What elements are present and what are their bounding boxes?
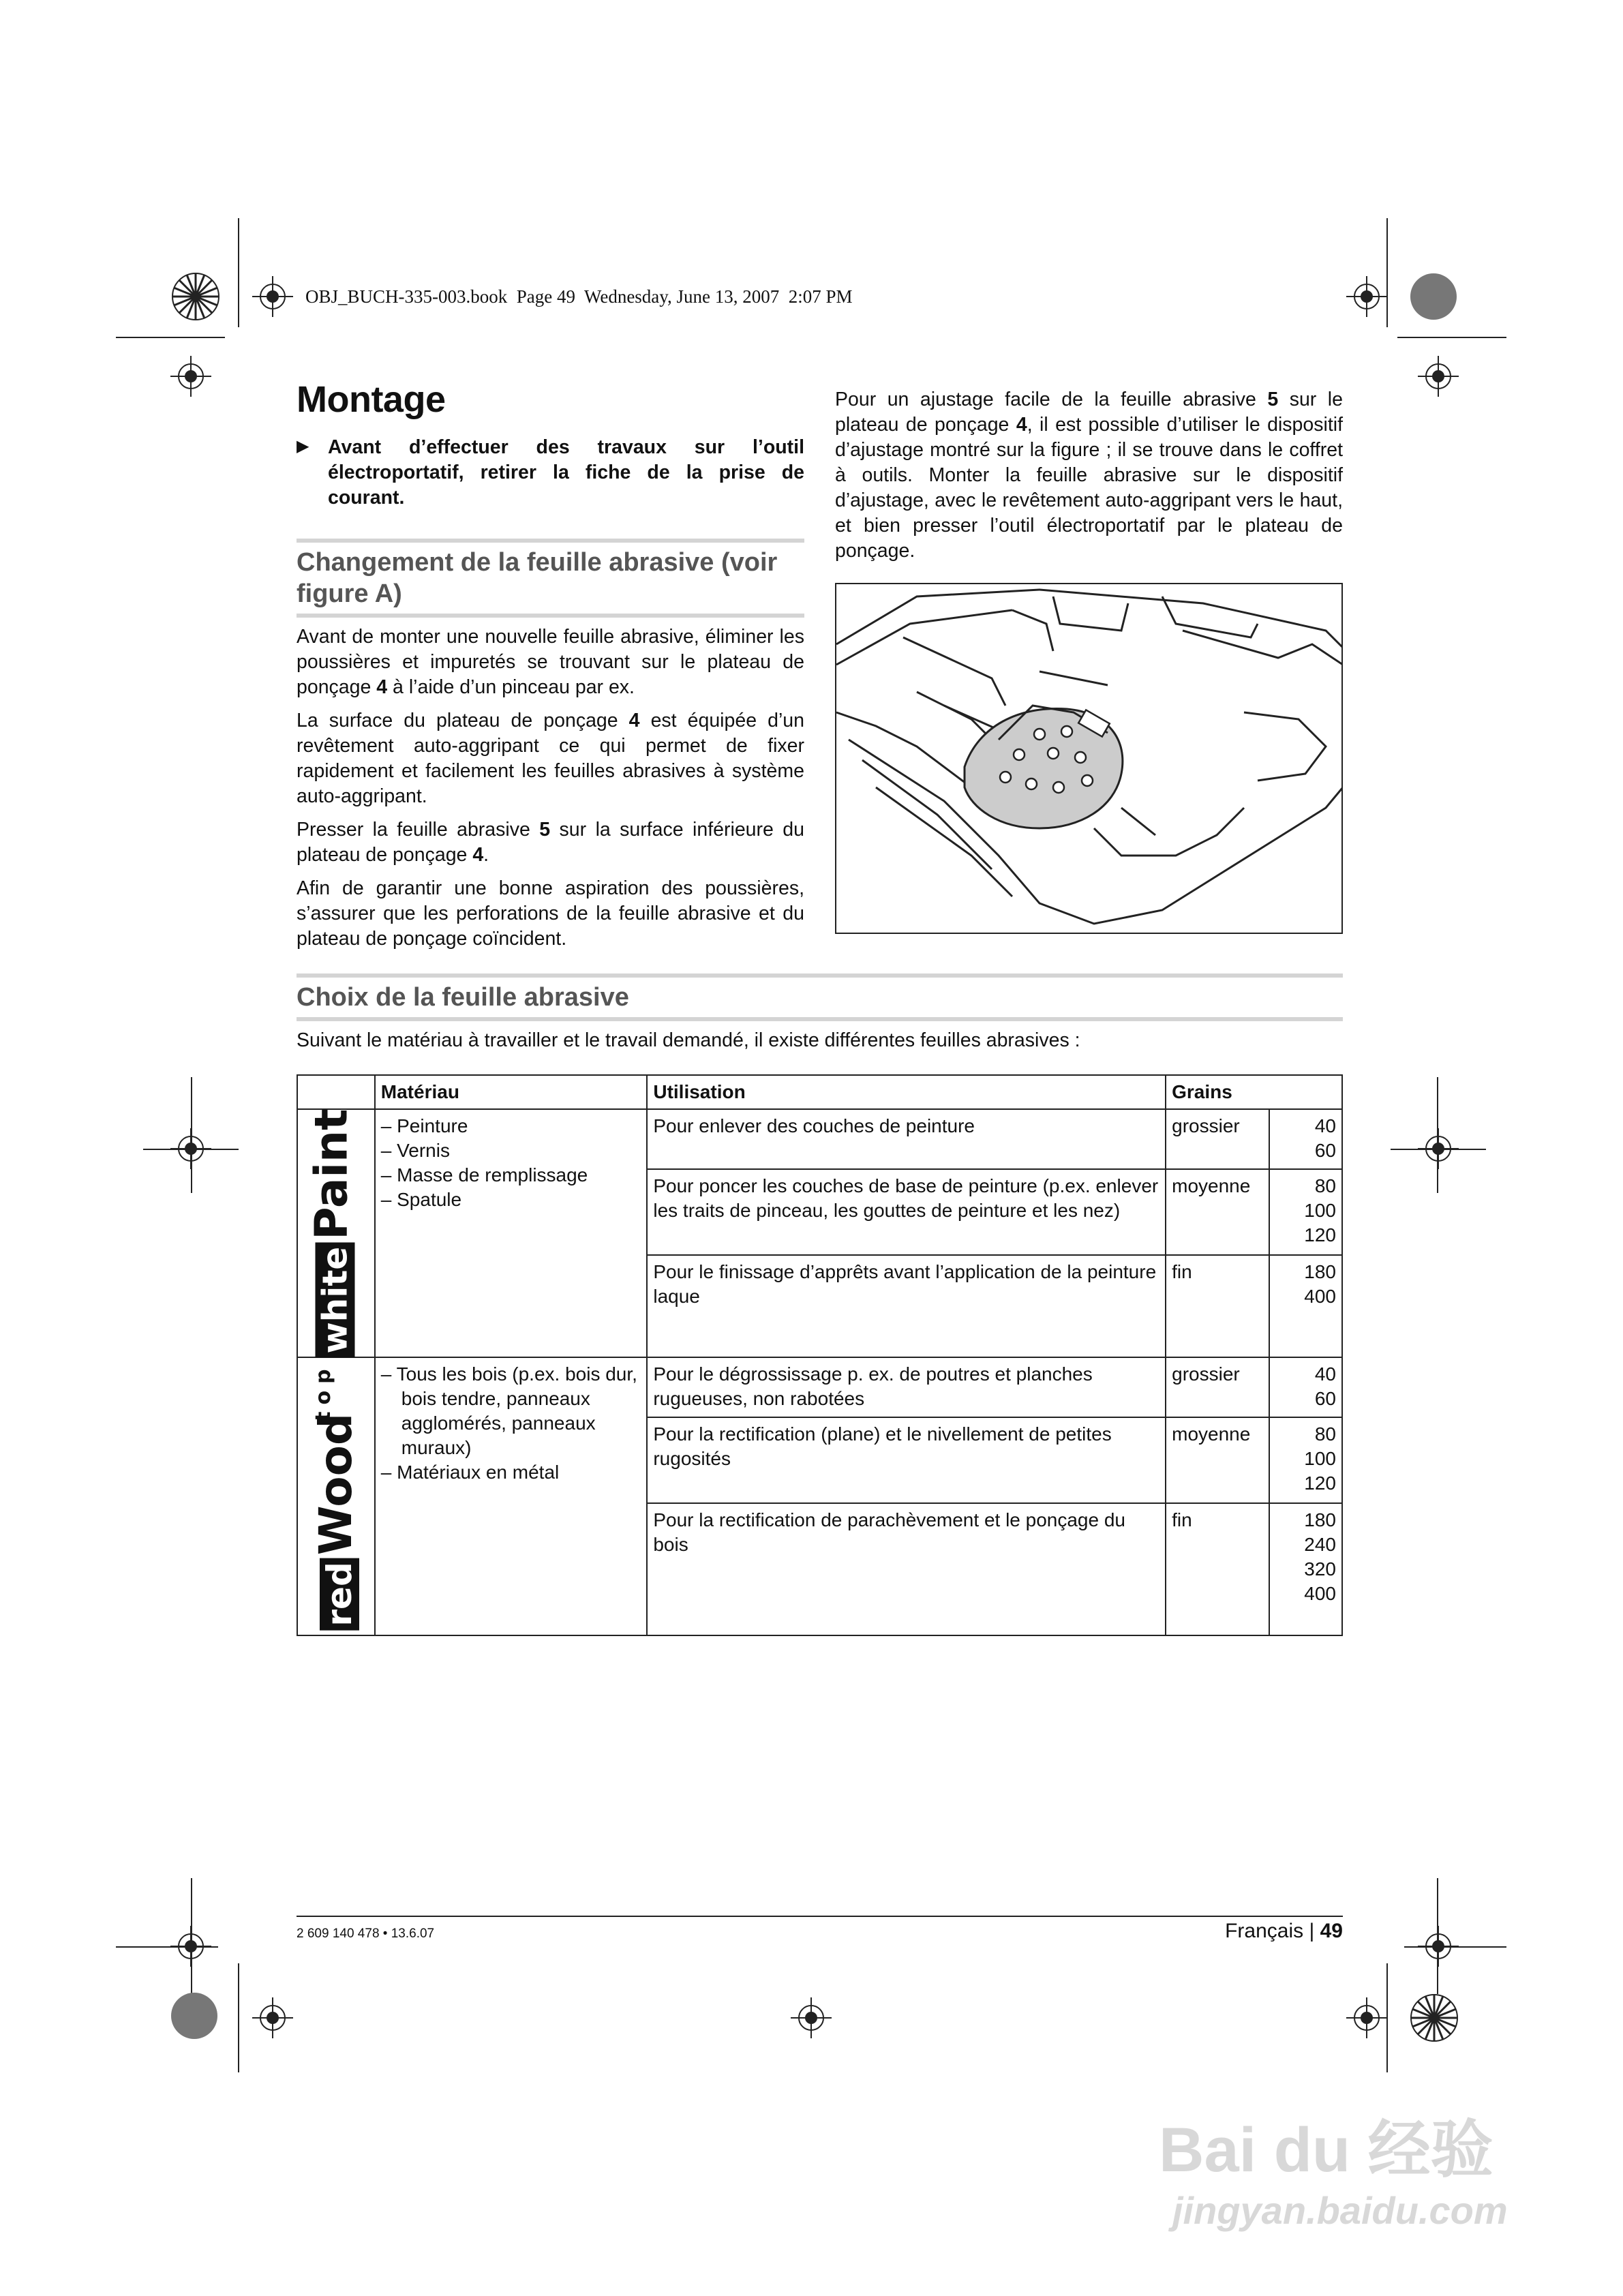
watermark-url: jingyan.baidu.com: [1172, 2189, 1508, 2232]
crosshair-icon: [1418, 1128, 1459, 1169]
right-body-text: [835, 387, 1343, 572]
use-cell: Pour le finissage d’apprêts avant l’application de la peinture laque: [647, 1255, 1166, 1357]
crosshair-icon: [791, 1997, 832, 2038]
page-title: Montage: [297, 379, 446, 420]
red-wood-top-logo: [297, 1357, 375, 1635]
figure-adjusting-device: [835, 583, 1343, 934]
logo-word: Paint: [305, 1108, 358, 1240]
list-item: – Spatule: [380, 1189, 462, 1210]
choice-section-title: Choix de la feuille abrasive: [297, 983, 629, 1012]
crosshair-icon: [170, 1926, 211, 1967]
use-cell: Pour poncer les couches de base de peinture (p.ex. enlever les traits de pinceau, les gouttes de peinture et les nez): [647, 1169, 1166, 1255]
print-info: OBJ_BUCH-335-003.book Page 49 Wednesday, June 13, 2007 2:07 PM: [305, 286, 853, 307]
section-rule: [297, 614, 804, 618]
watermark-brand: Bai du 经验: [1159, 2115, 1493, 2185]
crosshair-icon: [1346, 276, 1387, 317]
choice-intro: Suivant le matériau à travailler et le travail demandé, il existe différentes feuilles abrasives :: [297, 1029, 1080, 1051]
list-item: – Masse de remplissage: [380, 1164, 588, 1185]
grade-cell: fin: [1166, 1255, 1269, 1357]
header-material: Matériau: [375, 1075, 648, 1109]
left-body-text: [297, 624, 804, 960]
grits-cell: 40 60: [1269, 1357, 1342, 1417]
warning-text: Avant d’effectuer des travaux sur l’outil électroportatif, retirer la fiche de la prise de courant.: [328, 436, 804, 509]
paragraph: Pour un ajustage facile de la feuille abrasive 5 sur le plateau de ponçage 4, il est possible d’utiliser le dispositif d’ajustage montré sur la figure ; il se trouve dans le coffret à outils. Monter la feuille abrasive sur le dispositif d’ajustage, avec le revêtement auto-aggripant vers le haut, et bien presser l’outil électroportatif par le plateau de ponçage.: [835, 389, 1343, 562]
logo-word: Wood: [309, 1413, 362, 1556]
section-rule: [297, 1017, 1343, 1021]
paragraph: Afin de garantir une bonne aspiration des poussières, s’assurer que les perforations de la feuille abrasive et du plateau de ponçage coïncident.: [297, 877, 804, 950]
grits-cell: 80 100 120: [1269, 1169, 1342, 1255]
section-rule: [297, 973, 1343, 978]
section-rule: [297, 539, 804, 543]
registration-dot-icon: [169, 1991, 219, 2041]
table-row: [297, 1109, 1342, 1169]
footer-code: 2 609 140 478 • 13.6.07: [297, 1927, 435, 1941]
grits-cell: 180 240 320 400: [1269, 1503, 1342, 1635]
crosshair-icon: [1418, 356, 1459, 397]
section-title: Changement de la feuille abrasive (voir figure A): [297, 548, 778, 608]
crosshair-icon: [1418, 1926, 1459, 1967]
grade-cell: moyenne: [1166, 1169, 1269, 1255]
use-cell: Pour le dégrossissage p. ex. de poutres et planches rugueuses, non rabotées: [647, 1357, 1166, 1417]
paragraph: Avant de monter une nouvelle feuille abrasive, éliminer les poussières et impuretés se trouvant sur le plateau de ponçage 4 à l’aide d’un pinceau par ex.: [297, 626, 804, 698]
registration-target-icon: [168, 269, 223, 324]
list-item: – Tous les bois (p.ex. bois dur, bois tendre, panneaux agglomérés, panneaux muraux): [380, 1363, 637, 1458]
grits-cell: 180 400: [1269, 1255, 1342, 1357]
logo-word: white: [315, 1243, 354, 1358]
use-cell: Pour la rectification (plane) et le nivellement de petites rugosités: [647, 1417, 1166, 1503]
grits-cell: 80 100 120: [1269, 1417, 1342, 1503]
grade-cell: moyenne: [1166, 1417, 1269, 1503]
paragraph: Presser la feuille abrasive 5 sur la surface inférieure du plateau de ponçage 4.: [297, 819, 804, 866]
material-list: [381, 1114, 641, 1212]
header-use: Utilisation: [647, 1075, 1166, 1109]
white-paint-logo: [297, 1109, 375, 1357]
crosshair-icon: [252, 1997, 293, 2038]
crosshair-icon: [1346, 1997, 1387, 2038]
table-header-row: [297, 1075, 1342, 1109]
header-logo-cell: [297, 1075, 375, 1109]
list-item: – Vernis: [380, 1140, 450, 1161]
footer-page-number: 49: [1320, 1920, 1343, 1942]
crosshair-icon: [170, 356, 211, 397]
footer-page-label: [1225, 1920, 1343, 1943]
paragraph: La surface du plateau de ponçage 4 est équipée d’un revêtement auto-aggripant ce qui permet de fixer rapidement et facilement les feuilles abrasives à système auto-aggripant.: [297, 710, 804, 807]
footer-language: Français: [1225, 1920, 1304, 1942]
footer-separator: |: [1309, 1920, 1315, 1942]
logo-word: top: [311, 1362, 335, 1421]
material-cell: [375, 1109, 648, 1357]
abrasive-table: [297, 1074, 1343, 1636]
grade-cell: fin: [1166, 1503, 1269, 1635]
use-cell: Pour la rectification de parachèvement et le ponçage du bois: [647, 1503, 1166, 1635]
crosshair-icon: [252, 276, 293, 317]
table-row: [297, 1357, 1342, 1417]
registration-dot-icon: [1408, 271, 1459, 322]
warning-block: [297, 435, 804, 511]
list-item: – Matériaux en métal: [380, 1462, 560, 1483]
footer-rule: [297, 1916, 1343, 1917]
registration-target-icon: [1407, 1991, 1461, 2045]
list-item: – Peinture: [380, 1115, 468, 1136]
header-grits: Grains: [1166, 1075, 1342, 1109]
grade-cell: grossier: [1166, 1109, 1269, 1169]
crosshair-icon: [170, 1128, 211, 1169]
grits-cell: 40 60: [1269, 1109, 1342, 1169]
logo-word: red: [320, 1558, 359, 1630]
grade-cell: grossier: [1166, 1357, 1269, 1417]
material-list: [381, 1362, 641, 1485]
material-cell: [375, 1357, 648, 1635]
use-cell: Pour enlever des couches de peinture: [647, 1109, 1166, 1169]
arrow-bullet-icon: ▶: [297, 437, 309, 455]
